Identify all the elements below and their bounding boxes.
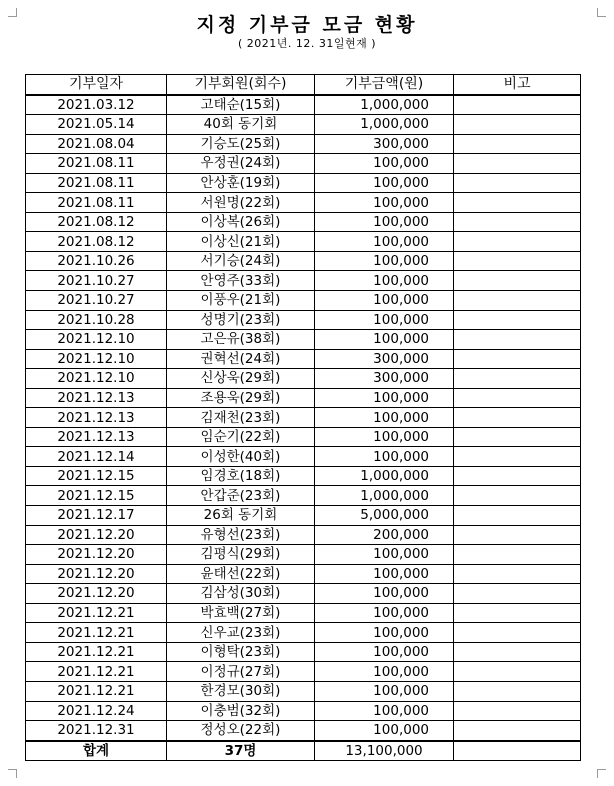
cell-amount: 100,000 [315, 584, 454, 604]
cell-amount: 5,000,000 [315, 506, 454, 526]
cell-member: 신상욱(29회) [167, 369, 315, 389]
table-row [26, 564, 581, 584]
total-amount: 13,100,000 [315, 741, 454, 761]
cell-member: 박효백(27회) [167, 603, 315, 623]
cell-date: 2021.08.11 [26, 173, 167, 193]
table-row [26, 369, 581, 389]
cell-date: 2021.12.24 [26, 701, 167, 721]
cell-note [454, 545, 581, 565]
table-row [26, 330, 581, 350]
table-row [26, 95, 581, 115]
cell-member: 이상복(26회) [167, 212, 315, 232]
cell-amount: 100,000 [315, 662, 454, 682]
table-row [26, 349, 581, 369]
table-row [26, 662, 581, 682]
cell-amount: 200,000 [315, 525, 454, 545]
cell-member: 40회 동기회 [167, 115, 315, 135]
document-title: 지정 기부금 모금 현황 [196, 14, 418, 36]
cell-member: 유형선(23회) [167, 525, 315, 545]
cell-amount: 100,000 [315, 564, 454, 584]
cell-member: 성명기(23회) [167, 310, 315, 330]
table-row [26, 291, 581, 311]
cell-amount: 100,000 [315, 427, 454, 447]
cell-note [454, 525, 581, 545]
cell-date: 2021.12.21 [26, 642, 167, 662]
cell-member: 신우교(23회) [167, 623, 315, 643]
cell-note [454, 642, 581, 662]
cell-date: 2021.08.11 [26, 193, 167, 213]
cell-note [454, 584, 581, 604]
cell-date: 2021.12.21 [26, 662, 167, 682]
table-row [26, 408, 581, 428]
cell-note [454, 212, 581, 232]
table-row [26, 545, 581, 565]
header-member: 기부회원(회수) [167, 75, 315, 95]
table-row [26, 154, 581, 174]
cell-date: 2021.12.20 [26, 584, 167, 604]
table-row [26, 525, 581, 545]
cell-date: 2021.12.10 [26, 349, 167, 369]
cell-amount: 100,000 [315, 681, 454, 701]
cell-member: 임경호(18회) [167, 466, 315, 486]
table-row [26, 251, 581, 271]
cell-note [454, 701, 581, 721]
cell-note [454, 193, 581, 213]
cell-date: 2021.08.04 [26, 134, 167, 154]
cell-note [454, 721, 581, 741]
table-row [26, 388, 581, 408]
cell-member: 고은유(38회) [167, 330, 315, 350]
cell-note [454, 369, 581, 389]
cell-date: 2021.12.20 [26, 525, 167, 545]
cell-amount: 300,000 [315, 369, 454, 389]
cell-date: 2021.08.12 [26, 212, 167, 232]
cell-member: 이정규(27회) [167, 662, 315, 682]
cell-note [454, 349, 581, 369]
donation-table [25, 74, 581, 761]
cell-amount: 100,000 [315, 173, 454, 193]
cell-note [454, 95, 581, 115]
table-row [26, 427, 581, 447]
table-row [26, 310, 581, 330]
table-row [26, 193, 581, 213]
document-subtitle: ( 2021년. 12. 31일현재 ) [237, 37, 377, 50]
cell-amount: 100,000 [315, 291, 454, 311]
cell-date: 2021.12.15 [26, 466, 167, 486]
cell-member: 김삼성(30회) [167, 584, 315, 604]
cell-amount: 100,000 [315, 388, 454, 408]
cell-member: 안상훈(19회) [167, 173, 315, 193]
cell-amount: 1,000,000 [315, 95, 454, 115]
table-row [26, 584, 581, 604]
header-date: 기부일자 [26, 75, 167, 95]
cell-note [454, 564, 581, 584]
cell-member: 한경모(30회) [167, 681, 315, 701]
page-corner-mark-bottom-left [8, 769, 17, 778]
cell-date: 2021.03.12 [26, 95, 167, 115]
cell-amount: 1,000,000 [315, 466, 454, 486]
cell-amount: 1,000,000 [315, 115, 454, 135]
cell-date: 2021.12.21 [26, 681, 167, 701]
total-row [26, 741, 581, 761]
cell-member: 기승도(25회) [167, 134, 315, 154]
cell-member: 서기승(24회) [167, 251, 315, 271]
table-row [26, 701, 581, 721]
cell-note [454, 662, 581, 682]
cell-date: 2021.12.10 [26, 369, 167, 389]
cell-date: 2021.12.14 [26, 447, 167, 467]
cell-date: 2021.12.17 [26, 506, 167, 526]
cell-note [454, 251, 581, 271]
cell-amount: 100,000 [315, 193, 454, 213]
cell-note [454, 623, 581, 643]
cell-amount: 100,000 [315, 330, 454, 350]
cell-member: 임순기(22회) [167, 427, 315, 447]
cell-note [454, 388, 581, 408]
cell-member: 김재천(23회) [167, 408, 315, 428]
cell-date: 2021.12.13 [26, 388, 167, 408]
cell-note [454, 427, 581, 447]
cell-member: 조용욱(29회) [167, 388, 315, 408]
cell-member: 이충범(32회) [167, 701, 315, 721]
cell-member: 정성오(22회) [167, 721, 315, 741]
cell-note [454, 603, 581, 623]
table-row [26, 623, 581, 643]
cell-amount: 100,000 [315, 623, 454, 643]
cell-note [454, 330, 581, 350]
cell-amount: 100,000 [315, 212, 454, 232]
total-members: 37명 [167, 741, 315, 761]
cell-member: 서원명(22회) [167, 193, 315, 213]
cell-member: 이성한(40회) [167, 447, 315, 467]
table-row [26, 232, 581, 252]
cell-amount: 100,000 [315, 603, 454, 623]
cell-date: 2021.10.26 [26, 251, 167, 271]
cell-note [454, 466, 581, 486]
cell-date: 2021.10.28 [26, 310, 167, 330]
cell-amount: 300,000 [315, 134, 454, 154]
cell-member: 26회 동기회 [167, 506, 315, 526]
cell-note [454, 291, 581, 311]
cell-amount: 100,000 [315, 447, 454, 467]
table-row [26, 603, 581, 623]
page-corner-mark-bottom-right [597, 769, 606, 778]
cell-date: 2021.12.20 [26, 545, 167, 565]
cell-member: 안영주(33회) [167, 271, 315, 291]
cell-date: 2021.12.21 [26, 623, 167, 643]
cell-note [454, 154, 581, 174]
cell-date: 2021.12.13 [26, 427, 167, 447]
cell-amount: 100,000 [315, 232, 454, 252]
cell-date: 2021.12.10 [26, 330, 167, 350]
header-row [26, 75, 581, 95]
cell-amount: 100,000 [315, 310, 454, 330]
cell-member: 이상신(21회) [167, 232, 315, 252]
cell-note [454, 506, 581, 526]
cell-member: 권혁선(24회) [167, 349, 315, 369]
cell-member: 고태순(15회) [167, 95, 315, 115]
total-note [454, 741, 581, 761]
cell-amount: 100,000 [315, 701, 454, 721]
cell-date: 2021.08.12 [26, 232, 167, 252]
cell-note [454, 232, 581, 252]
table-row [26, 486, 581, 506]
table-row [26, 271, 581, 291]
table-row [26, 115, 581, 135]
table-row [26, 134, 581, 154]
cell-date: 2021.05.14 [26, 115, 167, 135]
cell-amount: 1,000,000 [315, 486, 454, 506]
cell-note [454, 134, 581, 154]
cell-date: 2021.08.11 [26, 154, 167, 174]
cell-date: 2021.12.20 [26, 564, 167, 584]
table-row [26, 466, 581, 486]
table-row [26, 506, 581, 526]
cell-note [454, 271, 581, 291]
cell-date: 2021.10.27 [26, 271, 167, 291]
cell-note [454, 115, 581, 135]
table-header [26, 75, 581, 95]
table-row [26, 447, 581, 467]
cell-amount: 100,000 [315, 251, 454, 271]
table-footer [26, 741, 581, 761]
table-body [26, 95, 581, 741]
cell-amount: 100,000 [315, 271, 454, 291]
table-row [26, 642, 581, 662]
header-amount: 기부금액(원) [315, 75, 454, 95]
cell-amount: 100,000 [315, 154, 454, 174]
cell-amount: 100,000 [315, 408, 454, 428]
total-label: 합계 [26, 741, 167, 761]
cell-amount: 100,000 [315, 721, 454, 741]
cell-member: 안갑준(23회) [167, 486, 315, 506]
cell-amount: 100,000 [315, 642, 454, 662]
table-row [26, 681, 581, 701]
cell-note [454, 447, 581, 467]
cell-date: 2021.12.15 [26, 486, 167, 506]
cell-note [454, 486, 581, 506]
cell-amount: 300,000 [315, 349, 454, 369]
cell-date: 2021.12.21 [26, 603, 167, 623]
table-row [26, 173, 581, 193]
table-row [26, 721, 581, 741]
header-note: 비고 [454, 75, 581, 95]
cell-member: 우정권(24회) [167, 154, 315, 174]
cell-member: 이형탁(23회) [167, 642, 315, 662]
cell-note [454, 681, 581, 701]
cell-member: 김평식(29회) [167, 545, 315, 565]
cell-note [454, 173, 581, 193]
cell-member: 윤태선(22회) [167, 564, 315, 584]
cell-member: 이풍우(21회) [167, 291, 315, 311]
cell-date: 2021.12.31 [26, 721, 167, 741]
cell-date: 2021.10.27 [26, 291, 167, 311]
cell-date: 2021.12.13 [26, 408, 167, 428]
cell-note [454, 408, 581, 428]
cell-note [454, 310, 581, 330]
cell-amount: 100,000 [315, 545, 454, 565]
table-row [26, 212, 581, 232]
